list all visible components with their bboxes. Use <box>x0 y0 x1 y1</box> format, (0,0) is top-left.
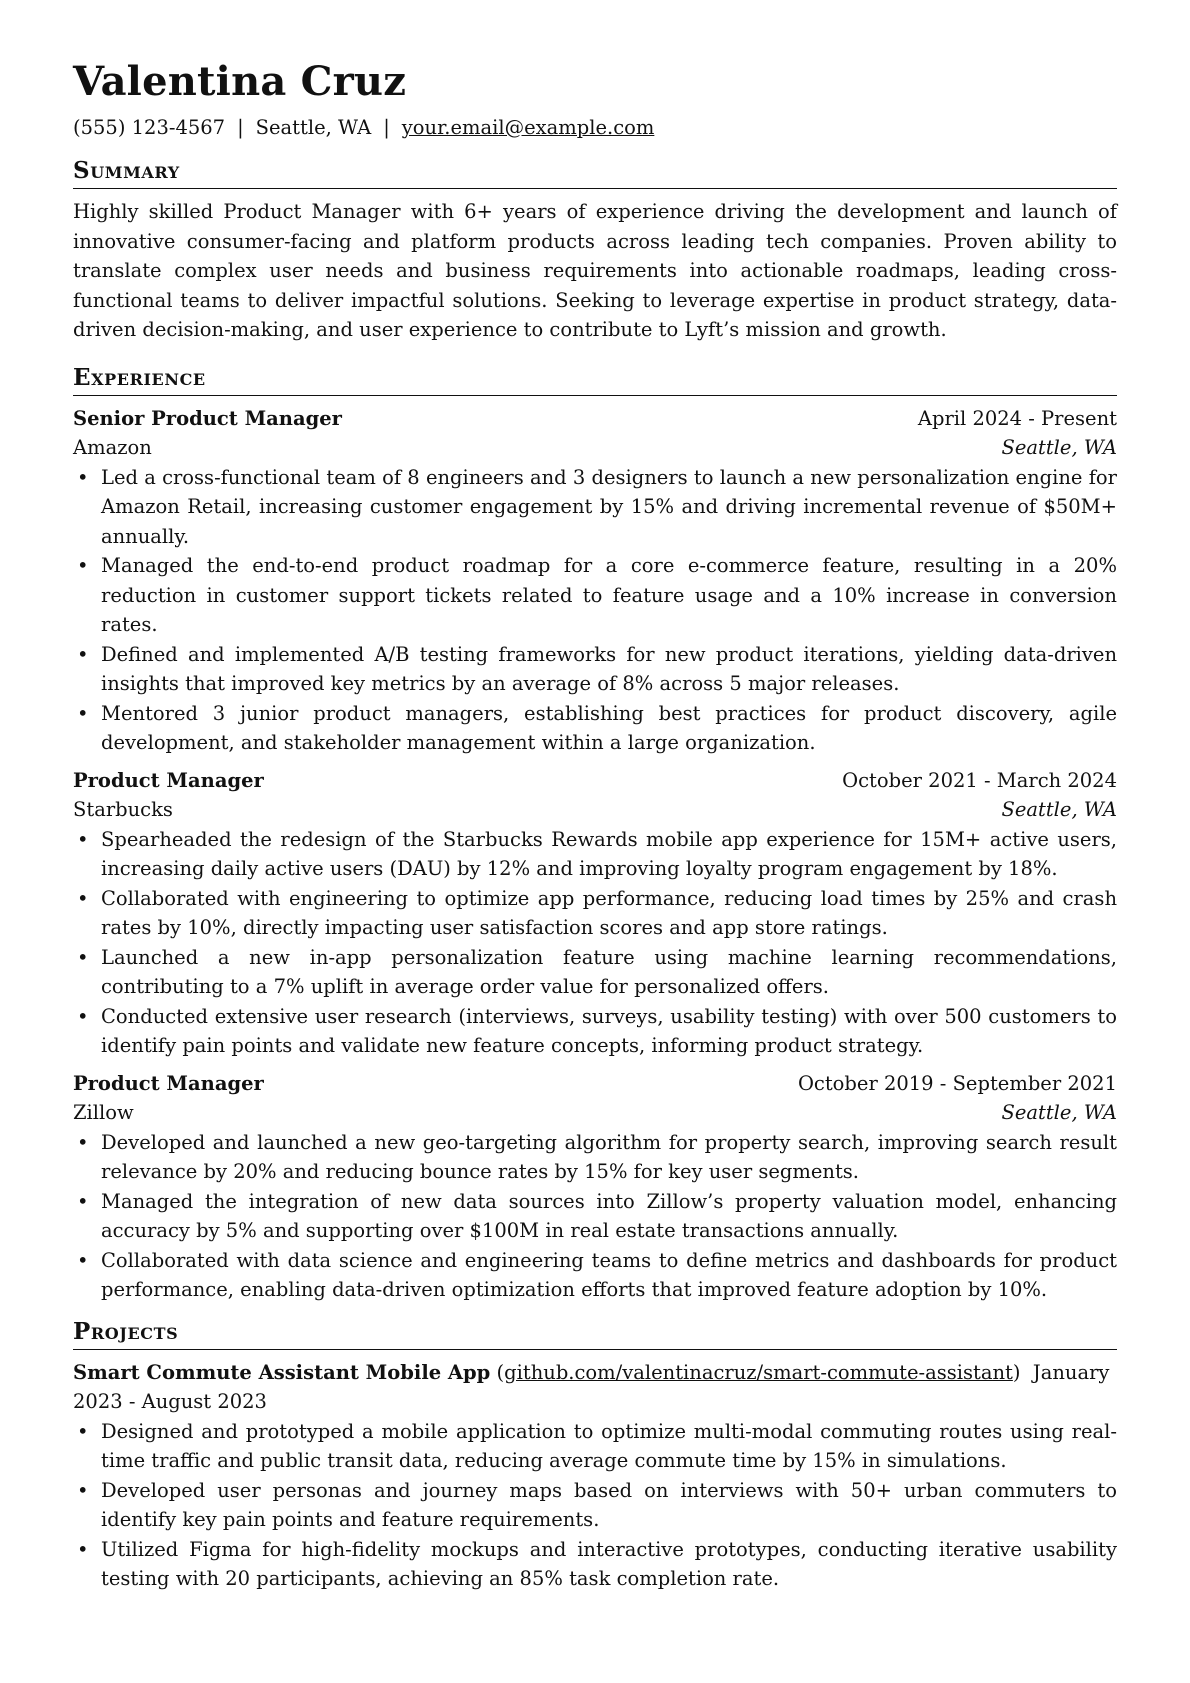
list-item: • Utilized Figma for high-fidelity mockups and interactive prototypes, conducting iterative usability testing with 20 participants, achieving an 85% task completion rate. <box>101 1535 1117 1594</box>
job-entry-starbucks <box>73 766 1117 1061</box>
list-item: • Defined and implemented A/B testing frameworks for new product iterations, yielding data-driven insights that improved key metrics by an average of 8% across 5 major releases. <box>101 640 1117 699</box>
project-title: Smart Commute Assistant Mobile App <box>73 1360 491 1384</box>
email-link[interactable]: your.email@example.com <box>401 116 655 139</box>
job-dates: October 2021 - March 2024 <box>842 768 1117 792</box>
job-role: Product Manager <box>73 1071 264 1095</box>
job-subheading <box>73 795 1117 825</box>
list-item: • Launched a new in-app personalization feature using machine learning recommendations, contributing to a 7% uplift in average order value for personalized offers. <box>101 943 1117 1002</box>
section-title-summary: Summary <box>73 156 1117 189</box>
summary-text: Highly skilled Product Manager with 6+ years of experience driving the development and launch of innovative consumer-facing and platform products across leading tech companies. Proven ability to translate complex user needs and business requirements into actionable roadmaps, leading cross-functional teams to deliver impactful solutions. Seeking to leverage expertise in product strategy, data-driven decision-making, and user experience to contribute to Lyft’s mission and growth. <box>73 200 1117 341</box>
list-item: • Managed the end-to-end product roadmap for a core e-commerce feature, resulting in a 20% reduction in customer support tickets related to feature usage and a 10% increase in conversion rates. <box>101 551 1117 640</box>
contact-separator: | <box>237 116 244 139</box>
project-dates: January 2023 - August 2023 <box>73 1360 1110 1413</box>
job-dates: October 2019 - September 2021 <box>797 1071 1117 1095</box>
job-company: Amazon <box>73 436 152 459</box>
list-item: • Conducted extensive user research (interviews, surveys, usability testing) with over 500 customers to identify pain points and validate new feature concepts, informing product strategy. <box>101 1002 1117 1061</box>
list-item: • Developed and launched a new geo-targeting algorithm for property search, improving search result relevance by 20% and reducing bounce rates by 15% for key user segments. <box>101 1128 1117 1187</box>
project-bullets <box>73 1417 1117 1594</box>
job-entry-amazon <box>73 404 1117 758</box>
list-item: • Collaborated with engineering to optimize app performance, reducing load times by 25% and crash rates by 10%, directly impacting user satisfaction scores and app store ratings. <box>101 884 1117 943</box>
contact-separator: | <box>383 116 390 139</box>
job-location: Seattle, WA <box>1001 798 1117 821</box>
job-bullets <box>73 825 1117 1061</box>
job-role: Product Manager <box>73 768 264 792</box>
job-role: Senior Product Manager <box>73 406 342 430</box>
list-item: • Designed and prototyped a mobile application to optimize multi-modal commuting routes using real-time traffic and public transit data, reducing average commute time by 15% in simulations. <box>101 1417 1117 1476</box>
job-heading <box>73 1069 1117 1099</box>
job-bullets <box>73 1128 1117 1305</box>
job-subheading <box>73 433 1117 463</box>
job-company: Zillow <box>73 1101 134 1124</box>
list-item: • Spearheaded the redesign of the Starbucks Rewards mobile app experience for 15M+ active users, increasing daily active users (DAU) by 12% and improving loyalty program engagement by 18%. <box>101 825 1117 884</box>
job-dates: April 2024 - Present <box>917 406 1117 430</box>
list-item: • Collaborated with data science and engineering teams to define metrics and dashboards for product performance, enabling data-driven optimization efforts that improved feature adoption by 10%. <box>101 1246 1117 1305</box>
list-item: • Mentored 3 junior product managers, establishing best practices for product discovery, agile development, and stakeholder management within a large organization. <box>101 699 1117 758</box>
experience-section <box>73 363 1117 1305</box>
job-heading <box>73 766 1117 796</box>
project-entry <box>73 1358 1117 1594</box>
section-title-experience: Experience <box>73 363 1117 396</box>
job-entry-zillow <box>73 1069 1117 1305</box>
phone-number: (555) 123-4567 <box>73 116 226 139</box>
project-heading: Smart Commute Assistant Mobile App (github.com/valentinacruz/smart-commute-assistant) January 2023 - August 2023 <box>73 1360 1110 1413</box>
summary-section <box>73 156 1117 345</box>
job-location: Seattle, WA <box>1001 1101 1117 1124</box>
list-item: • Led a cross-functional team of 8 engineers and 3 designers to launch a new personalization engine for Amazon Retail, increasing customer engagement by 15% and driving incremental revenue of $50M+ annually. <box>101 463 1117 552</box>
job-location: Seattle, WA <box>1001 436 1117 459</box>
project-link[interactable]: github.com/valentinacruz/smart-commute-assistant <box>504 1360 1013 1384</box>
resume-header <box>73 56 1117 142</box>
job-subheading <box>73 1098 1117 1128</box>
contact-location: Seattle, WA <box>255 116 372 139</box>
candidate-name: Valentina Cruz <box>73 58 407 105</box>
contact-line <box>73 114 1117 142</box>
projects-section <box>73 1317 1117 1594</box>
section-title-projects: Projects <box>73 1317 1117 1350</box>
job-company: Starbucks <box>73 798 173 821</box>
job-heading <box>73 404 1117 434</box>
job-bullets <box>73 463 1117 758</box>
list-item: • Managed the integration of new data sources into Zillow’s property valuation model, enhancing accuracy by 5% and supporting over $100M in real estate transactions annually. <box>101 1187 1117 1246</box>
list-item: • Developed user personas and journey maps based on interviews with 50+ urban commuters to identify key pain points and feature requirements. <box>101 1476 1117 1535</box>
